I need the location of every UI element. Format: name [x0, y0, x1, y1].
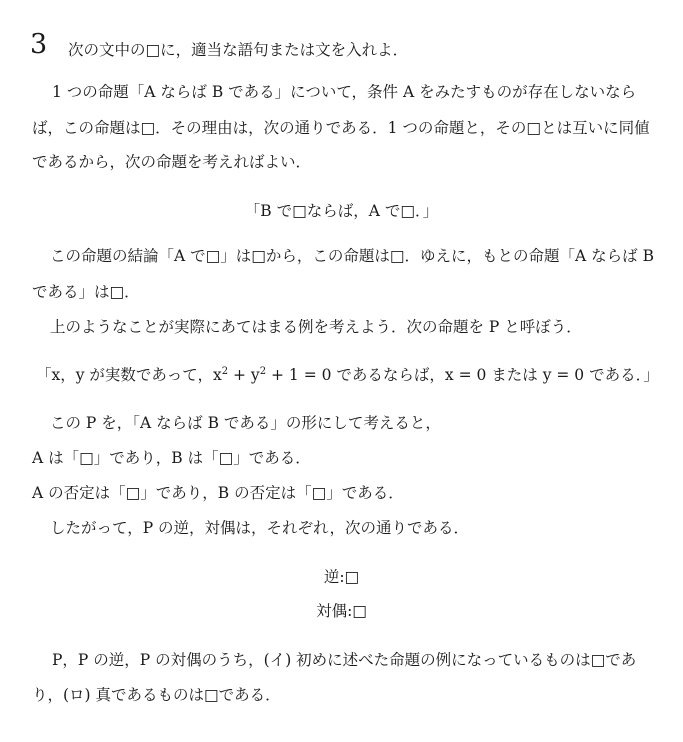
paragraph3-line4: したがって，P の逆，対偶は，それぞれ，次の通りである． — [50, 519, 469, 537]
converse: 逆:□ — [323, 568, 360, 586]
proposition-p-part1: 「x，y が実数であって，x — [36, 366, 222, 384]
proposition-p-part2: + y — [228, 366, 260, 384]
proposition-p-exponent1: 2 — [221, 366, 229, 377]
centered-statement: 「B で□ならば，A で□．」 — [244, 202, 439, 220]
paragraph2-line3: 上のようなことが実際にあてはまる例を考えよう．次の命題を P と呼ぼう． — [50, 318, 582, 336]
proposition-p-part3: + 1 = 0 であるならば，x = 0 または y = 0 である．」 — [266, 366, 659, 384]
final-line1: P，P の逆，P の対偶のうち，(イ) 初めに述べた命題の例になっているものは□であ — [52, 651, 637, 669]
paragraph3-line1: この P を，「A ならば B である」の形にして考えると， — [50, 414, 441, 432]
paragraph1-line2: ば，この命題は□．その理由は，次の通りである．1 つの命題と，その□とは互いに同値 — [32, 119, 650, 137]
paragraph3-line2: A は「□」であり，B は「□」である． — [32, 449, 311, 467]
proposition-p-exponent2: 2 — [259, 366, 267, 377]
paragraph1-line3: であるから，次の命題を考えればよい． — [32, 153, 312, 171]
paragraph2-line1: この命題の結論「A で□」は□から，この命題は□．ゆえに，もとの命題「A ならば B — [50, 247, 654, 265]
paragraph2-line2: である」は□． — [32, 283, 140, 301]
proposition-p — [36, 363, 659, 385]
paragraph1-line1: 1 つの命題「A ならば B である」について，条件 A をみたすものが存在しないなら — [52, 83, 637, 101]
contrapositive: 対偶:□ — [316, 602, 367, 620]
problem-instruction: 次の文中の□に，適当な語句または文を入れよ． — [68, 41, 409, 59]
paragraph3-line3: A の否定は「□」であり，B の否定は「□」である． — [32, 484, 404, 502]
final-line2: り，(ロ) 真であるものは□である． — [32, 686, 281, 704]
problem-number: 3 — [30, 29, 48, 60]
